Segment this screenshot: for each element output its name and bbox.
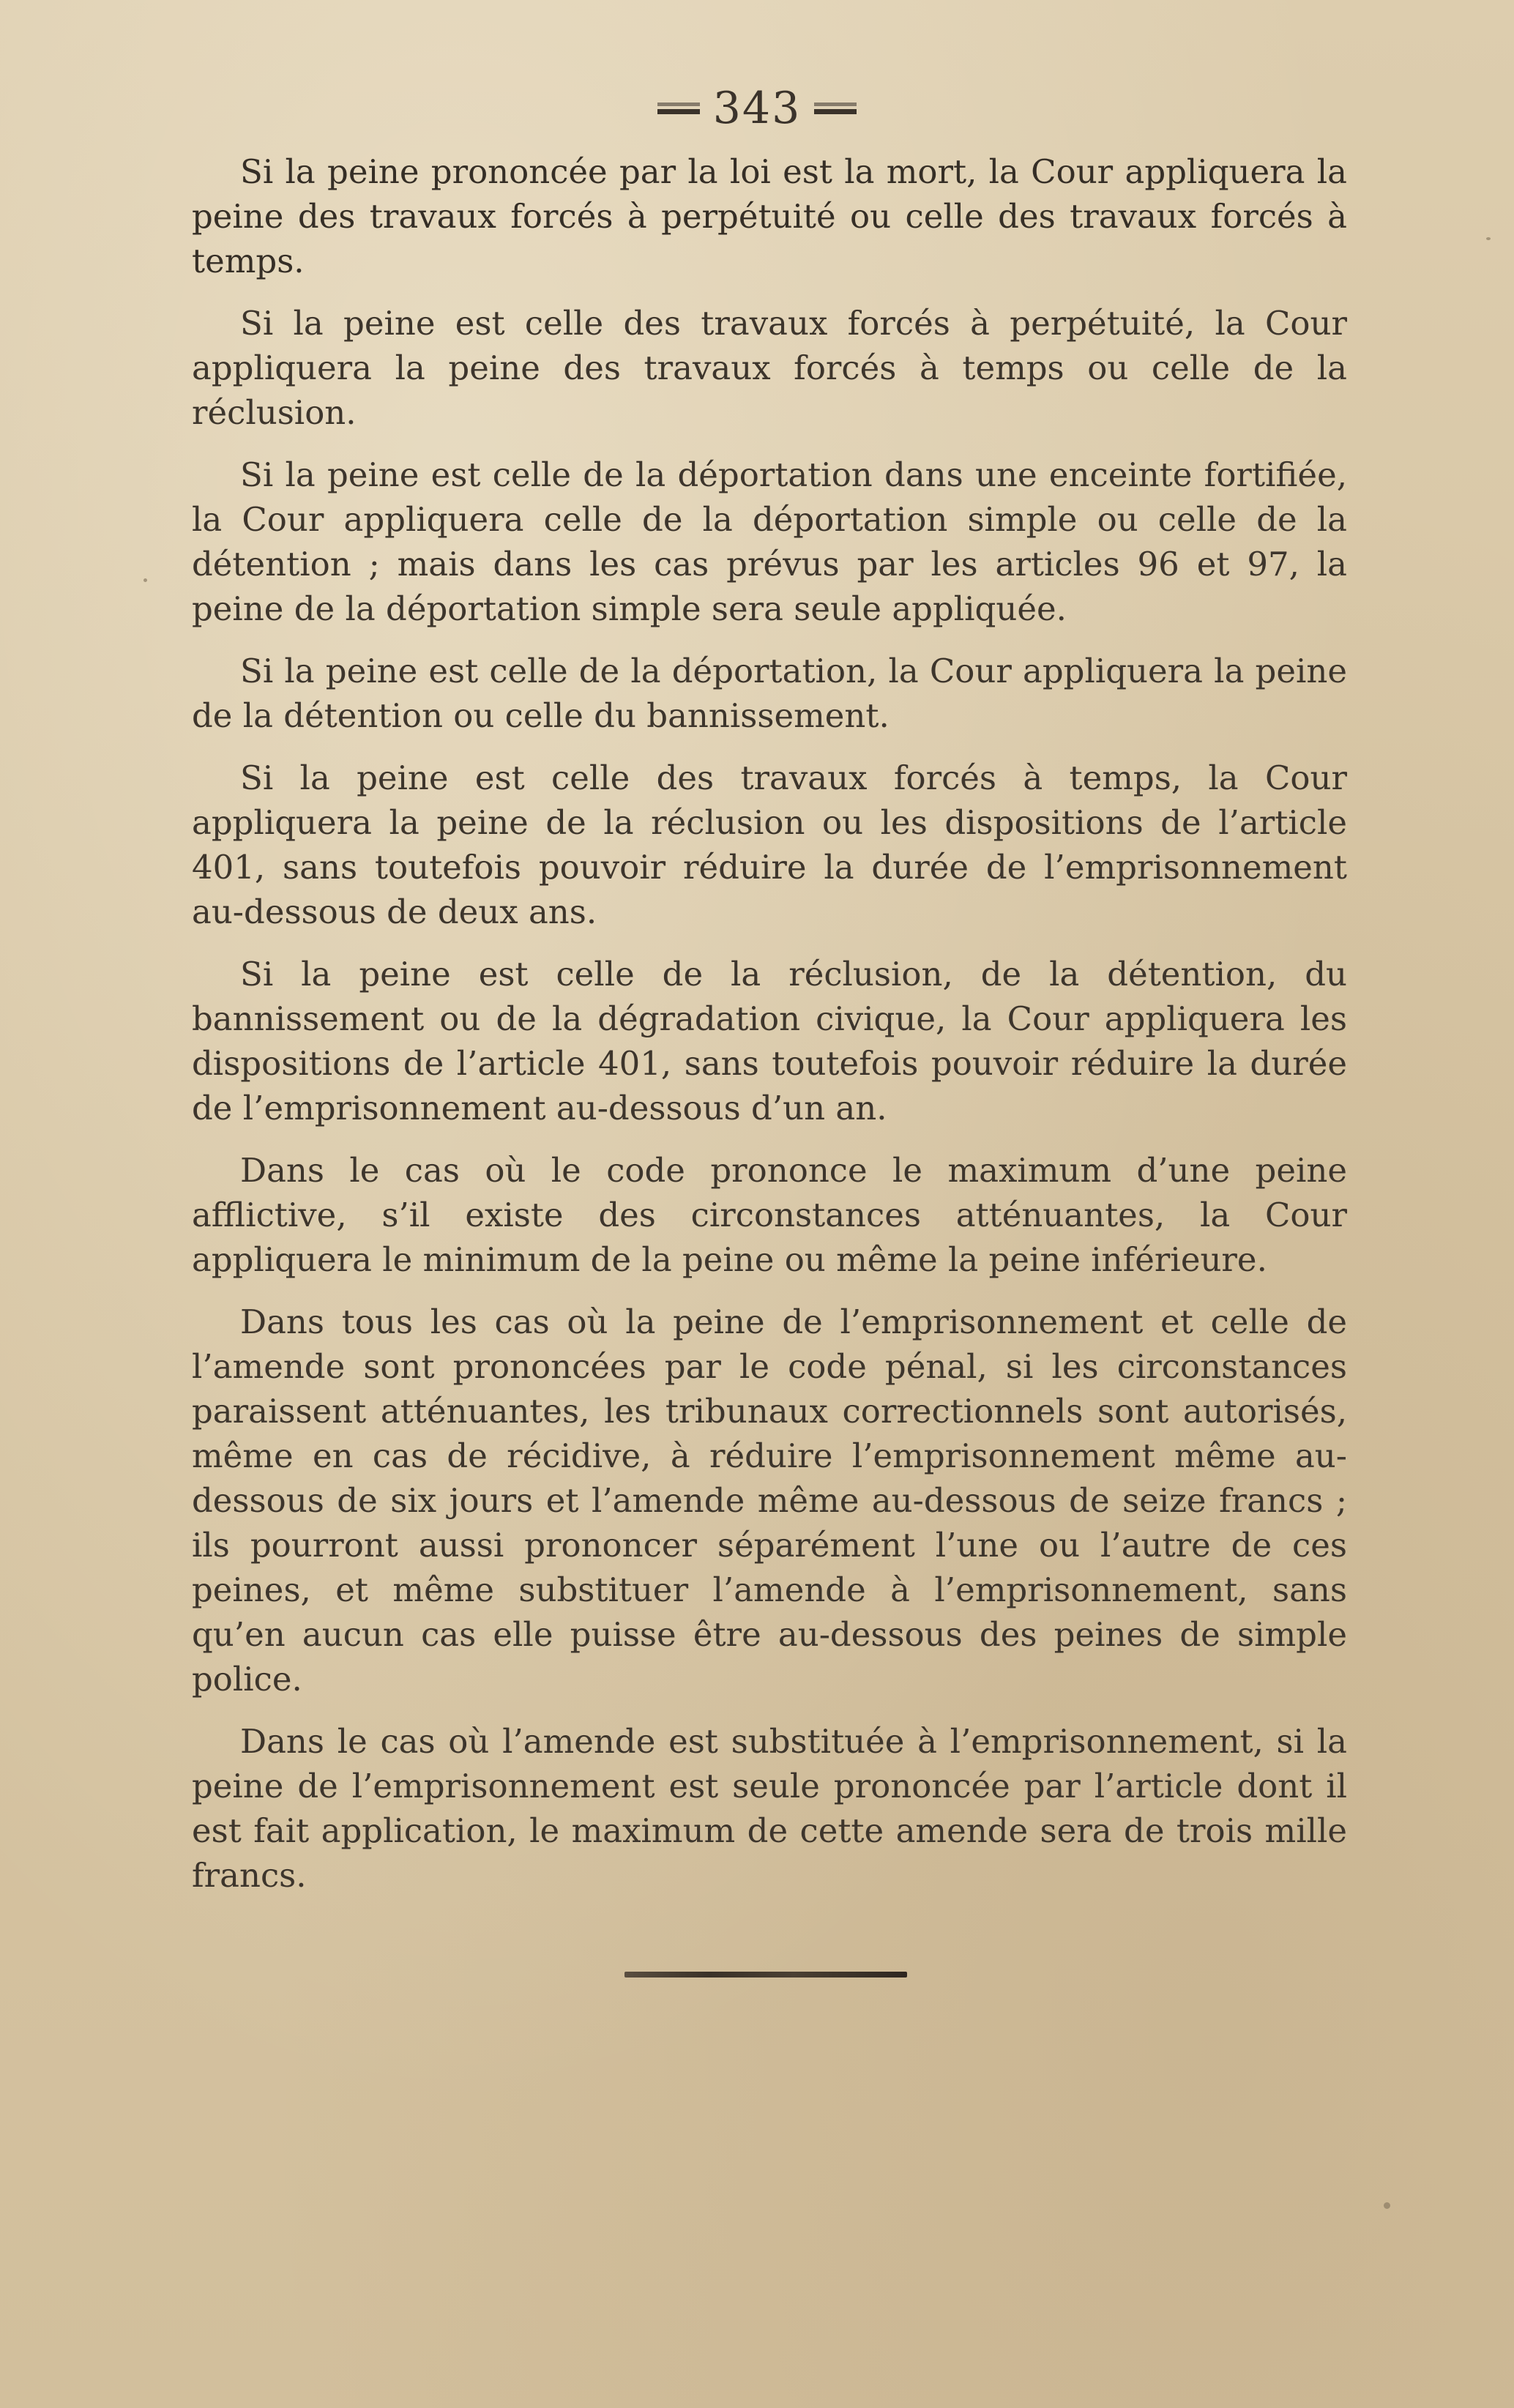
paragraph: Si la peine prononcée par la loi est la mort, la Cour appliquera la peine des travaux forcés à perpétuité ou celle des travaux forcés à temps. — [192, 152, 1347, 280]
paragraph: Si la peine est celle de la déportation, la Cour appliquera la peine de la détention ou celle du bannissement. — [192, 652, 1347, 735]
end-rule — [624, 1972, 907, 1978]
page-body — [192, 149, 1347, 1915]
page-header — [0, 79, 1514, 138]
paragraph: Si la peine est celle des travaux forcés à perpétuité, la Cour appliquera la peine des travaux forcés à temps ou celle de la réclusion. — [192, 304, 1347, 432]
paper-speck — [1486, 237, 1491, 240]
page-number: 343 — [712, 83, 802, 134]
paragraph: Si la peine est celle de la réclusion, de la détention, du bannissement ou de la dégradation civique, la Cour appliquera les dispositions de l’article 401, sans toutefois pouvoir réduire la durée de l’emprisonnement au-dessous d’un an. — [192, 955, 1347, 1127]
paper-speck — [1384, 2202, 1390, 2209]
header-ornament-left — [657, 102, 700, 114]
paragraph: Dans le cas où le code prononce le maximum d’une peine afflictive, s’il existe des circonstances atténuantes, la Cour appliquera le minimum de la peine ou même la peine inférieure. — [192, 1151, 1347, 1279]
paragraph: Si la peine est celle de la déportation dans une enceinte fortifiée, la Cour appliquera celle de la déportation simple ou celle de la détention ; mais dans les cas prévus par les articles 96 et 97, la peine de la déportation simple sera seule appliquée. — [192, 455, 1347, 628]
paragraph: Dans le cas où l’amende est substituée à l’emprisonnement, si la peine de l’emprisonnement est seule prononcée par l’article dont il est fait application, le maximum de cette amende sera de trois mille francs. — [192, 1722, 1347, 1895]
paragraph: Si la peine est celle des travaux forcés à temps, la Cour appliquera la peine de la réclusion ou les dispositions de l’article 401, sans toutefois pouvoir réduire la durée de l’emprisonnement au-dessous de deux ans. — [192, 758, 1347, 931]
header-ornament-right — [814, 102, 857, 114]
paragraph: Dans tous les cas où la peine de l’emprisonnement et celle de l’amende sont prononcées par le code pénal, si les circonstances paraissent atténuantes, les tribunaux correctionnels sont autorisés, même en cas de récidive, à réduire l’emprisonnement même au-dessous de six jours et l’amende même au-dessous de seize francs ; ils pourront aussi prononcer séparément l’une ou l’autre de ces peines, et même substituer l’amende à l’emprisonnement, sans qu’en aucun cas elle puisse être au-dessous des peines de simple police. — [192, 1302, 1347, 1699]
paper-speck — [143, 578, 147, 582]
